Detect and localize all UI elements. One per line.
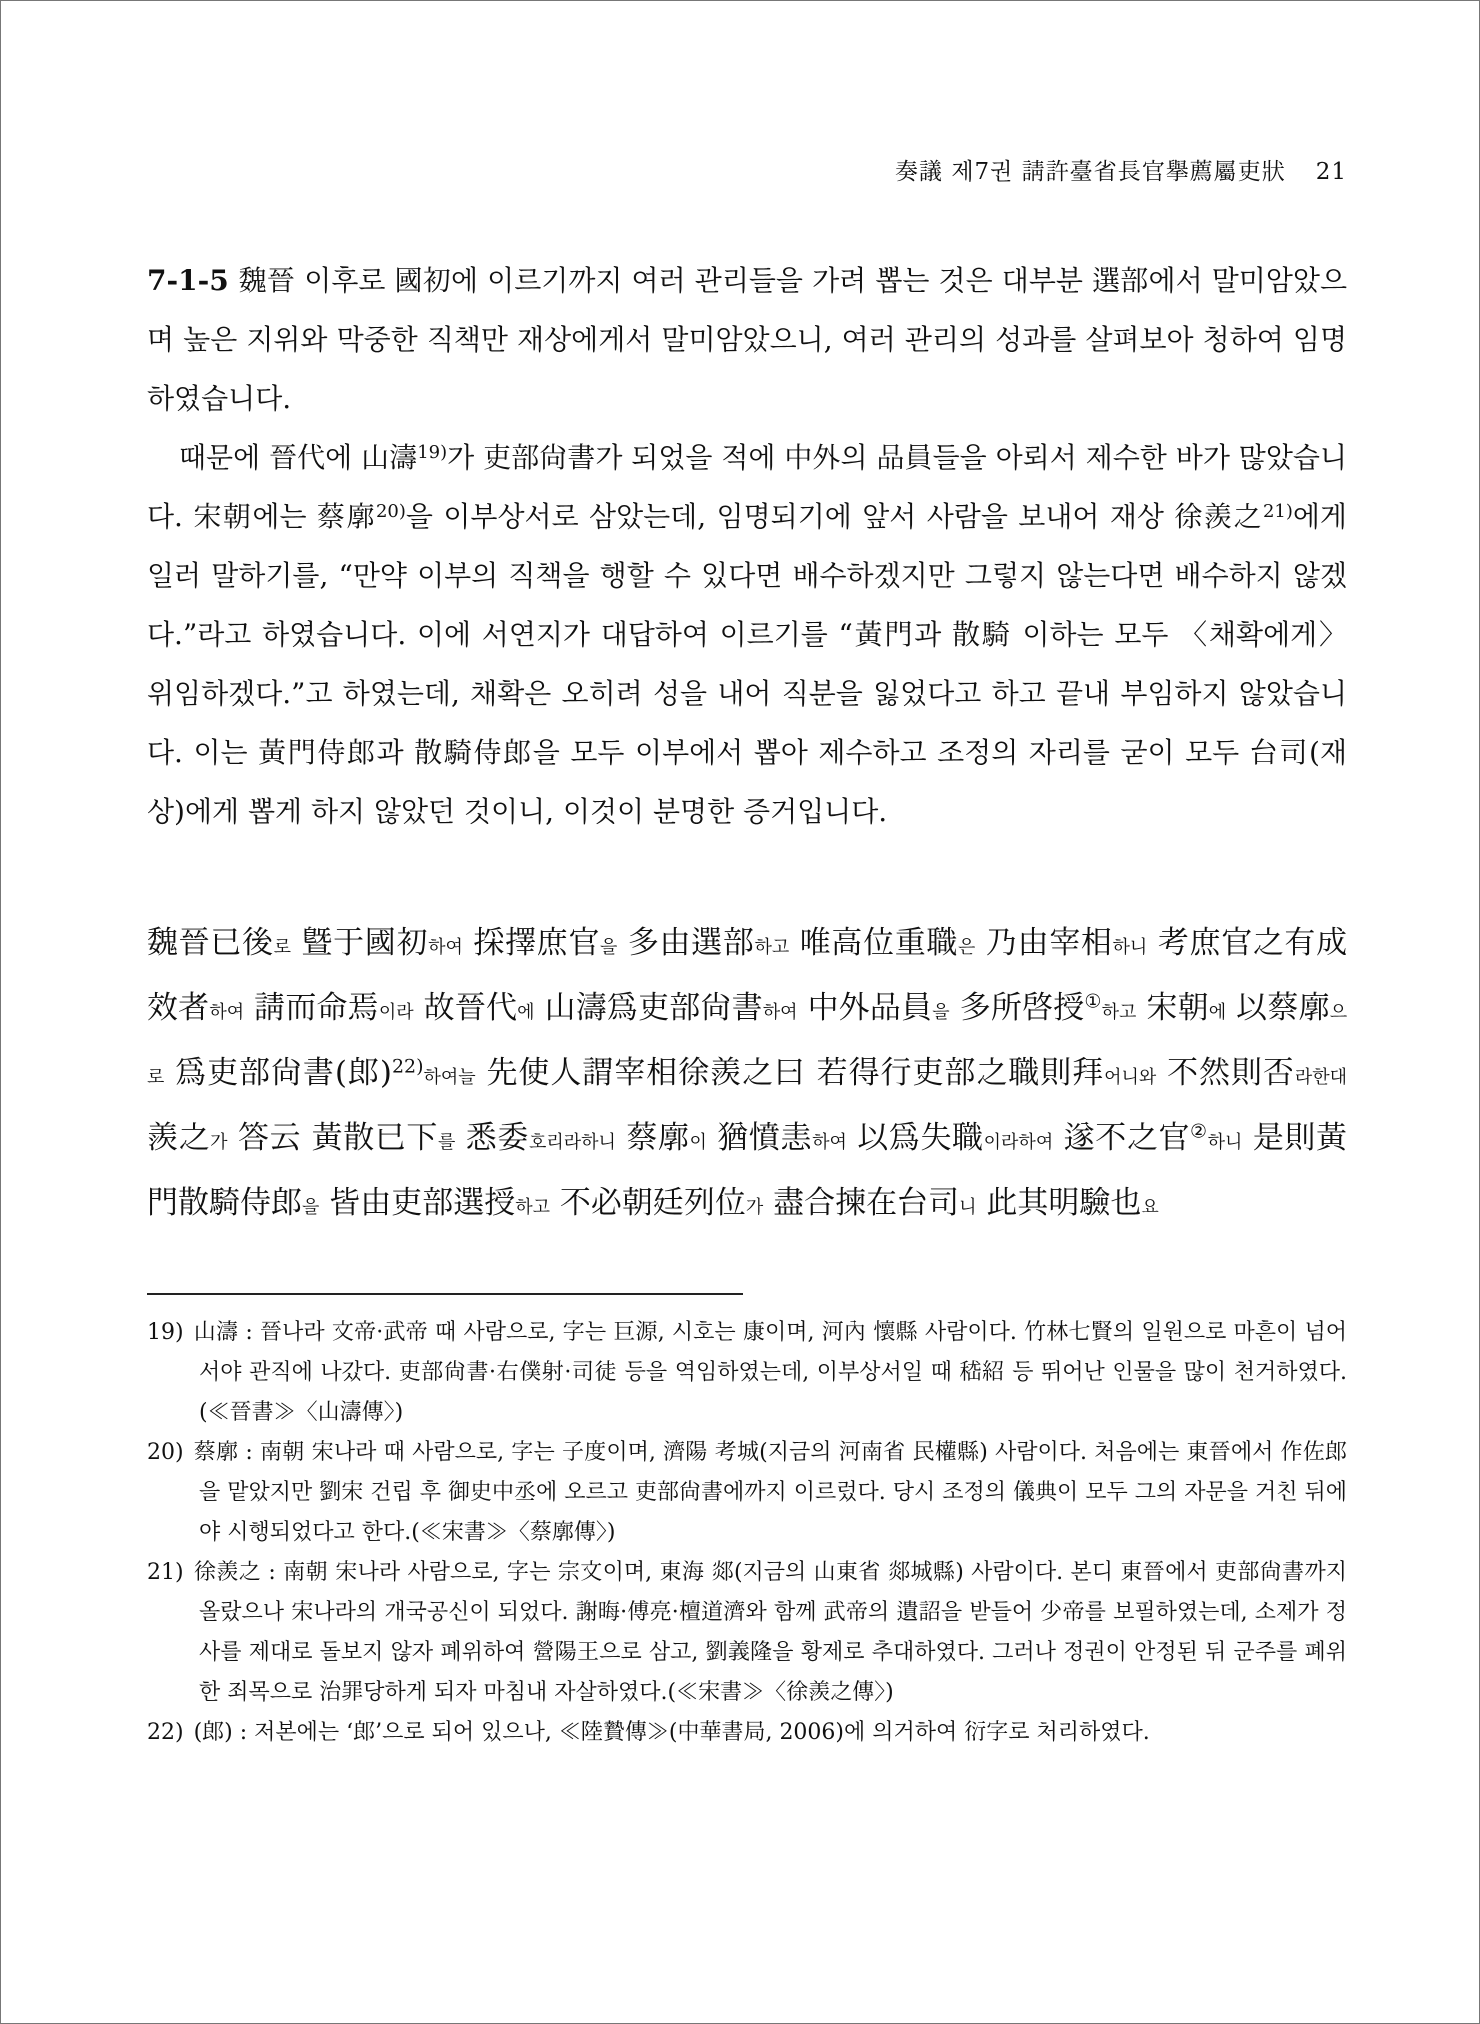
hanja-text: 不必朝廷列位 [559, 1185, 746, 1221]
hanmun-group [817, 1055, 1157, 1091]
hanja-text: 盡合揀在台司 [773, 1185, 960, 1221]
text-segment: 때문에 晉代에 山濤 [179, 441, 418, 474]
hanja-text: 羨之 [147, 1120, 211, 1156]
hangul-gloss: 을 [932, 1002, 950, 1023]
footnote-ref: 20) [375, 501, 406, 522]
hanja-text: 若得行吏部之職則拜 [816, 1055, 1105, 1091]
text-segment: 魏晉 이후로 國初에 이르기까지 여러 관리들을 가려 뽑는 것은 대부분 選部에서 말미암았으며 높은 지위와 막중한 직책만 재상에게서 말미암았으니, 여러 관리의 성과를 살펴보아 청하여 임명하였습니다. [147, 264, 1347, 415]
hanja-text: 乃由宰相 [985, 925, 1113, 961]
hanmun-group [1167, 1055, 1347, 1091]
hangul-gloss: 으로 [147, 1002, 1348, 1088]
hangul-gloss: 하여 [209, 1002, 245, 1023]
hangul-gloss: 가 [745, 1197, 764, 1218]
text-segment: 에게 일러 말하기를, “만약 이부의 직책을 행할 수 있다면 배수하겠지만 그렇지 않는다면 배수하지 않겠다.”라고 하였습니다. 이에 서연지가 대답하여 이르기를 “黃門과 散騎 이하는 모두 〈채확에게〉 위임하겠다.”고 하였는데, 채확은 오히려 성을 내어 직분을 잃었다고 하고 끝내 부임하지 않았습니다. 이는 黃門侍郞과 散騎侍郞을 모두 이부에서 뽑아 제수하고 조정의 자리를 굳이 모두 台司(재상)에게 뽑게 하지 않았던 것이니, 이것이 분명한 증거입니다. [147, 500, 1347, 828]
hangul-gloss: 은 [958, 937, 976, 958]
hanja-text: 悉委 [465, 1120, 529, 1156]
hanja-text: 遂不之官 [1063, 1120, 1190, 1156]
footnote-text: 山濤 : 晉나라 文帝·武帝 때 사람으로, 字는 巨源, 시호는 康이며, 河內 懷縣 사람이다. 竹林七賢의 일원으로 마흔이 넘어서야 관직에 나갔다. 吏部尙書·右僕射·司徒 등을 역임하였는데, 이부상서일 때 嵇紹 등 뛰어난 인물을 많이 천거하였다.(≪晉書≫〈山濤傳〉) [193, 1320, 1347, 1425]
footnote-text: 蔡廓 : 南朝 宋나라 때 사람으로, 字는 子度이며, 濟陽 考城(지금의 河南省 民權縣) 사람이다. 처음에는 東晉에서 作佐郞을 맡았지만 劉宋 건립 후 御史中丞에 오르고 吏部尙書에까지 이르렀다. 당시 조정의 儀典이 모두 그의 자문을 거친 뒤에야 시행되었다고 한다.(≪宋書≫〈蔡廓傳〉) [193, 1440, 1347, 1545]
hanja-text: 考庶官之有成效者 [147, 925, 1348, 1026]
hangul-gloss: 하여 [812, 1132, 847, 1153]
hanja-text: 以爲失職 [857, 1120, 984, 1156]
hangul-gloss: 이라 [378, 1002, 414, 1023]
hanmun-group [800, 925, 976, 961]
hanmun-note-ref: 22) [391, 1055, 424, 1078]
hanja-text: 曁于國初 [301, 925, 429, 961]
hangul-gloss: 하니 [1207, 1132, 1243, 1153]
hanja-text: 山濤爲吏部尙書 [544, 990, 763, 1026]
hanmun-note-ref: ① [1084, 990, 1102, 1013]
hanmun-group [1146, 990, 1226, 1026]
hanmun-group [626, 1120, 707, 1156]
hangul-gloss: 요 [1141, 1197, 1159, 1218]
hangul-gloss: 로 [273, 937, 291, 958]
hanja-text: 宋朝 [1146, 990, 1209, 1026]
hanja-text: 唯高位重職 [799, 925, 959, 961]
translation-paragraph [147, 428, 1347, 841]
hanja-text: 中外品員 [807, 990, 933, 1026]
hanja-text: 是則黃門散騎侍郞 [147, 1120, 1348, 1221]
hangul-gloss: 를 [437, 1132, 456, 1153]
hanmun-group [147, 1120, 228, 1156]
footnote-item [147, 1713, 1347, 1753]
footnote-marker: 19) [147, 1320, 184, 1345]
hanmun-group [424, 990, 535, 1026]
hanja-text: 魏晉已後 [147, 925, 274, 961]
hangul-gloss: 이 [689, 1132, 707, 1153]
footnote-marker: 21) [147, 1560, 184, 1585]
hangul-gloss: 하니 [1112, 937, 1148, 958]
hanmun-group [329, 1185, 550, 1221]
hangul-gloss: 에 [517, 1002, 535, 1023]
footnote-item [147, 1553, 1347, 1713]
footnote-marker: 22) [147, 1720, 184, 1745]
hangul-gloss: 에 [1208, 1002, 1227, 1023]
hangul-gloss: 가 [210, 1132, 228, 1153]
hanmun-group [147, 925, 291, 961]
hanmun-group [1064, 1120, 1243, 1156]
footnote-separator [147, 1293, 743, 1295]
footnotes-section [147, 1313, 1347, 1753]
hanmun-note-ref: ② [1190, 1120, 1208, 1143]
hanmun-group [466, 1120, 616, 1156]
hanja-text: 採擇庶官 [473, 925, 600, 961]
hanmun-group [238, 1120, 301, 1156]
header-title: 奏議 제7권 請許臺省長官擧薦屬吏狀 [895, 159, 1286, 185]
hanmun-group [175, 1055, 476, 1091]
original-hanmun-section [147, 913, 1347, 1238]
footnote-ref: 21) [1262, 501, 1293, 522]
footnote-text: 徐羨之 : 南朝 宋나라 사람으로, 字는 宗文이며, 東海 郯(지금의 山東省 郯城縣) 사람이다. 본디 東晉에서 吏部尙書까지 올랐으나 宋나라의 개국공신이 되었다. 謝晦·傅亮·檀道濟와 함께 武帝의 遺詔을 받들어 少帝를 보필하였는데, 소제가 정사를 제대로 돌보지 않자 폐위하여 營陽王으로 삼고, 劉義隆을 황제로 추대하였다. 그러나 정권이 안정된 뒤 군주를 폐위한 죄목으로 治罪당하게 되자 마침내 자살하였다.(≪宋書≫〈徐羨之傳〉) [193, 1560, 1347, 1705]
hanja-text: 請而命焉 [254, 990, 379, 1026]
page-number: 21 [1315, 159, 1347, 185]
footnote-item [147, 1433, 1347, 1553]
hanmun-group [487, 1055, 806, 1091]
hangul-gloss: 하고 [515, 1197, 551, 1218]
hanmun-group [960, 990, 1137, 1026]
hangul-gloss: 어니와 [1104, 1067, 1157, 1088]
hanmun-group [628, 925, 789, 961]
hangul-gloss: 니 [959, 1197, 977, 1218]
hanja-text: 先使人謂宰相徐羨之曰 [486, 1055, 806, 1091]
hanja-text: 多所啓授 [959, 990, 1085, 1026]
hanmun-group [986, 1185, 1158, 1221]
hangul-gloss: 하여 [762, 1002, 798, 1023]
footnote-text: (郞) : 저본에는 ‘郞’으로 되어 있으나, ≪陸贄傳≫(中華書局, 2006)에 의거하여 衍字로 처리하였다. [193, 1720, 1150, 1745]
hanmun-group [302, 925, 463, 961]
text-segment: 가 吏部尙書가 되었을 적에 中外의 品員들을 아뢰서 제수한 바가 많았습니다. 宋朝에는 蔡廓 [147, 441, 1347, 533]
hanja-text: 不然則否 [1167, 1055, 1295, 1091]
footnote-marker: 20) [147, 1440, 184, 1465]
hanja-text: 多由選部 [627, 925, 755, 961]
translation-paragraph [147, 251, 1347, 428]
hanja-text: 黃散已下 [311, 1120, 438, 1156]
hanja-text: 答云 [238, 1120, 302, 1156]
hanja-text: 蔡廓 [626, 1120, 690, 1156]
hanmun-group [808, 990, 950, 1026]
hanmun-group [254, 990, 413, 1026]
translation-section [147, 251, 1347, 841]
hangul-gloss: 이라하여 [983, 1132, 1054, 1153]
hangul-gloss: 하여늘 [423, 1067, 476, 1088]
hangul-gloss: 을 [599, 937, 618, 958]
hanja-text: 故晉代 [423, 990, 518, 1026]
text-segment: 을 이부상서로 삼았는데, 임명되기에 앞서 사람을 보내어 재상 徐羨之 [405, 500, 1263, 533]
hangul-gloss: 하여 [428, 937, 463, 958]
hanmun-group [773, 1185, 976, 1221]
hangul-gloss: 라한대 [1294, 1067, 1347, 1088]
hanja-text: 以蔡廓 [1236, 990, 1330, 1026]
hangul-gloss: 하고 [1101, 1002, 1137, 1023]
hanmun-group [857, 1120, 1053, 1156]
hanja-text: 此其明驗也 [986, 1185, 1142, 1221]
hanmun-group [560, 1185, 763, 1221]
text-segment: 7-1-5 [147, 264, 239, 297]
hanja-text: 猶憤恚 [717, 1120, 813, 1156]
footnote-ref: 19) [417, 442, 448, 463]
hanmun-group [717, 1120, 847, 1156]
running-header [147, 157, 1347, 187]
hangul-gloss: 을 [302, 1197, 320, 1218]
footnote-item [147, 1313, 1347, 1433]
hangul-gloss: 호리라하니 [528, 1132, 616, 1153]
hanmun-group [986, 925, 1147, 961]
hanja-text: 爲吏部尙書(郞) [175, 1055, 392, 1091]
hanmun-group [545, 990, 798, 1026]
hanmun-group [312, 1120, 456, 1156]
hangul-gloss: 하고 [754, 937, 790, 958]
hanja-text: 皆由吏部選授 [329, 1185, 516, 1221]
hanmun-group [473, 925, 617, 961]
